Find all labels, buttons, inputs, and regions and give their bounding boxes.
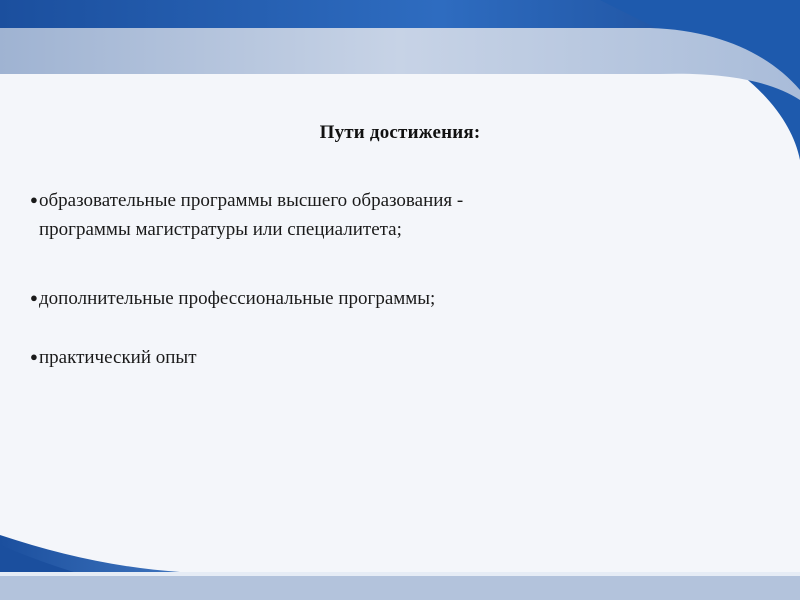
list-item-text-continued: программы магистратуры или специалитета; — [39, 219, 402, 240]
slide-title: Пути достижения: — [319, 122, 481, 143]
list-item — [30, 342, 197, 372]
list-item-text: практический опыт — [39, 347, 197, 368]
bullet-icon: ● — [30, 192, 38, 207]
bullet-icon: ● — [30, 290, 38, 305]
list-item-text: образовательные программы высшего образования - — [39, 190, 464, 211]
bullet-icon: ● — [30, 349, 38, 364]
list-item — [30, 185, 463, 244]
list-item-text: дополнительные профессиональные программы; — [39, 288, 436, 309]
list-item — [30, 283, 435, 313]
